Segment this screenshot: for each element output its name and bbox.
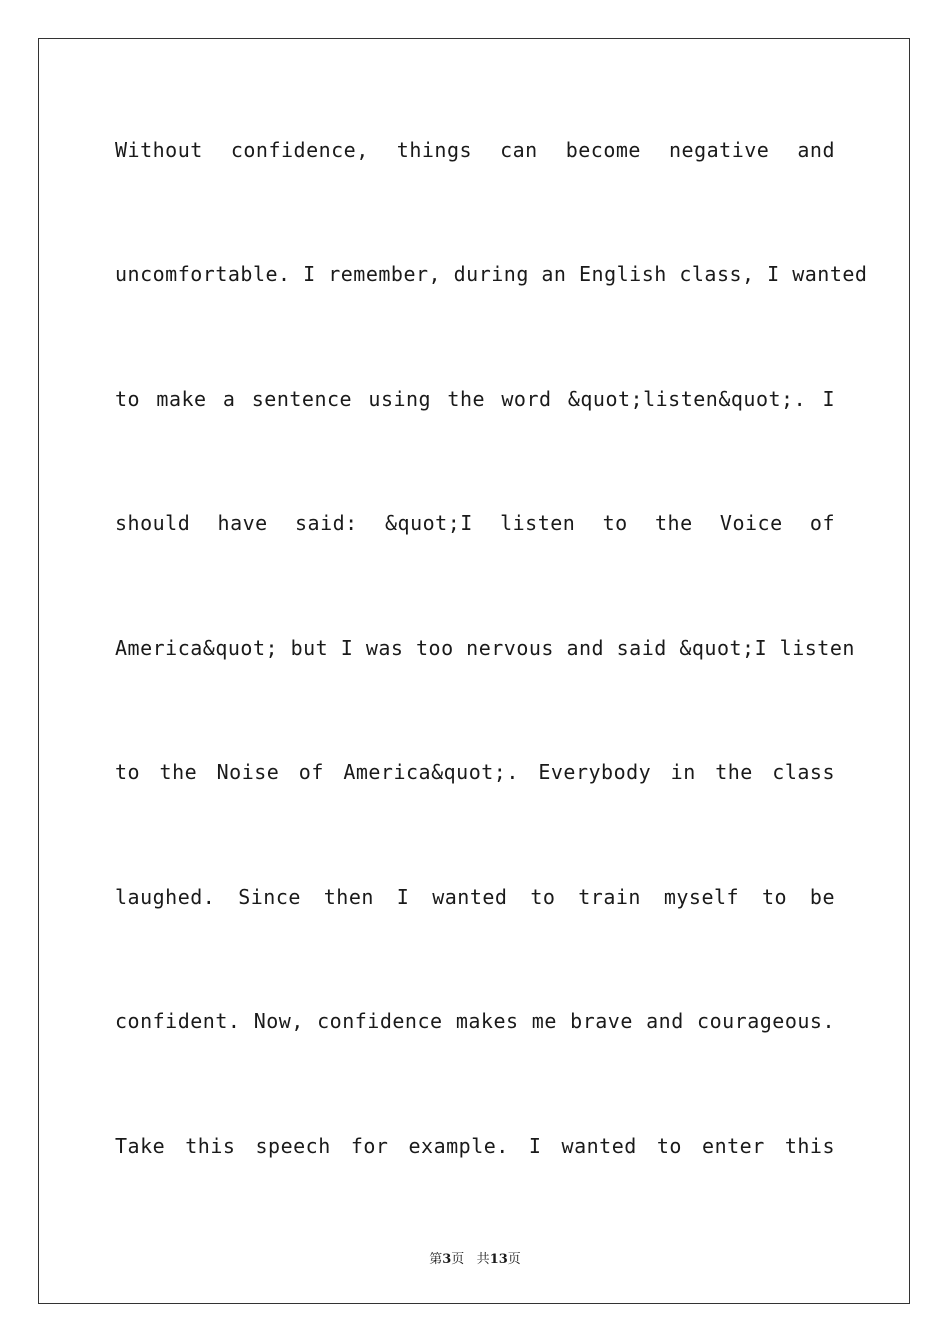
text-line-2: uncomfortable. I remember, during an English class, I wanted (115, 262, 868, 286)
total-page-count: 13 (489, 1252, 508, 1267)
text-line-9: Take this speech for example. I wanted to enter this (115, 1134, 835, 1158)
text-line-5: America&quot; but I was too nervous and said &quot;I listen (115, 636, 855, 660)
current-page-number: 3 (442, 1252, 452, 1267)
text-line-4: should have said: &quot;I listen to the Voice of (115, 511, 835, 535)
text-line-1: Without confidence, things can become negative and (115, 138, 835, 162)
text-line-3: to make a sentence using the word &quot;listen&quot;. I (115, 387, 835, 411)
footer-page-unit: 页 (451, 1252, 465, 1267)
footer-total-prefix: 共 (476, 1252, 490, 1267)
footer-prefix: 第 (429, 1252, 443, 1267)
page-frame (38, 38, 910, 1304)
footer-total-unit: 页 (507, 1252, 521, 1267)
text-line-6: to the Noise of America&quot;. Everybody in the class (115, 760, 835, 784)
text-line-8: confident. Now, confidence makes me brave and courageous. (115, 1009, 835, 1033)
page-footer (0, 1248, 950, 1267)
text-line-7: laughed. Since then I wanted to train myself to be (115, 885, 835, 909)
